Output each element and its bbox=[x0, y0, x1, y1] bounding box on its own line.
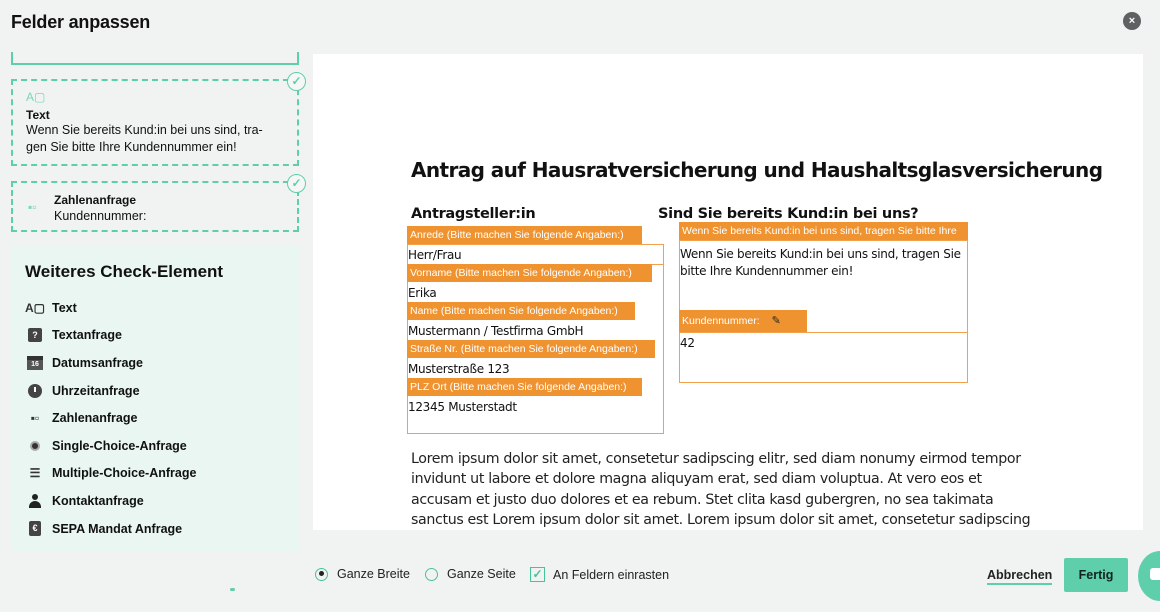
more-elements-heading: Weiteres Check-Element bbox=[25, 262, 224, 281]
text-icon: A▢ bbox=[25, 300, 46, 315]
element-card-stub bbox=[11, 52, 299, 65]
field-tag-customer-text[interactable]: Wenn Sie bereits Kund:in bei uns sind, tragen Sie bitte Ihre bbox=[679, 222, 968, 240]
element-label: Uhrzeitanfrage bbox=[52, 383, 140, 398]
element-card-number[interactable] bbox=[11, 176, 302, 232]
add-time-request-element[interactable] bbox=[25, 377, 285, 405]
checkbox-checked-icon: ✓ bbox=[530, 567, 545, 582]
lorem-paragraph bbox=[411, 449, 1039, 530]
field-value-city: 12345 Musterstadt bbox=[408, 400, 517, 414]
clock-icon bbox=[28, 384, 42, 398]
person-icon bbox=[28, 494, 42, 508]
option-snap-to-fields[interactable] bbox=[530, 567, 669, 582]
field-tag-name[interactable]: Name (Bitte machen Sie folgende Angaben:) bbox=[407, 302, 635, 320]
option-full-width[interactable] bbox=[315, 567, 410, 581]
euro-icon: € bbox=[29, 521, 41, 536]
element-card-name: Text bbox=[26, 108, 50, 122]
lorem-line: Lorem ipsum dolor sit amet, consetetur sadipscing elitr, sed diam nonumy eirmod tempor bbox=[411, 451, 1021, 467]
element-label: Datumsanfrage bbox=[52, 355, 143, 370]
document-title: Antrag auf Hausratversicherung und Haushaltsglasversicherung bbox=[411, 158, 1103, 182]
cancel-button[interactable]: Abbrechen bbox=[987, 568, 1052, 585]
add-text-element[interactable] bbox=[25, 294, 285, 322]
element-label: Text bbox=[52, 300, 77, 315]
field-tag-firstname[interactable]: Vorname (Bitte machen Sie folgende Angaben:) bbox=[407, 264, 652, 282]
field-divider bbox=[679, 332, 968, 333]
option-label: Ganze Seite bbox=[447, 567, 516, 581]
text-icon: A▢ bbox=[26, 90, 46, 104]
dialog-title: Felder anpassen bbox=[11, 12, 151, 32]
field-value-salutation: Herr/Frau bbox=[408, 248, 462, 262]
field-value-name: Mustermann / Testfirma GmbH bbox=[408, 324, 584, 338]
option-label: Ganze Breite bbox=[337, 567, 410, 581]
customer-text-line-2: bitte Ihre Kundennummer ein! bbox=[680, 264, 854, 278]
lorem-line: sanctus est Lorem ipsum dolor sit amet. Lorem ipsum dolor sit amet, consetetur sadipscing bbox=[411, 512, 1031, 529]
add-text-request-element[interactable] bbox=[25, 322, 285, 350]
element-card-name: Zahlenanfrage bbox=[54, 193, 137, 207]
dialog-header bbox=[0, 0, 1160, 46]
chat-icon[interactable] bbox=[1138, 551, 1160, 601]
element-label: Multiple-Choice-Anfrage bbox=[52, 466, 197, 481]
document-preview[interactable] bbox=[313, 54, 1143, 530]
pencil-icon[interactable]: ✎ bbox=[771, 315, 781, 327]
element-label: Single-Choice-Anfrage bbox=[52, 438, 187, 453]
field-value-street: Musterstraße 123 bbox=[408, 362, 510, 376]
radio-icon bbox=[30, 441, 40, 451]
question-icon: ? bbox=[28, 328, 42, 342]
add-single-choice-element[interactable] bbox=[25, 432, 285, 460]
option-label: An Feldern einrasten bbox=[553, 567, 670, 582]
check-icon: ✓ bbox=[287, 174, 306, 193]
add-sepa-mandate-element[interactable] bbox=[25, 515, 285, 543]
field-tag-salutation[interactable]: Anrede (Bitte machen Sie folgende Angaben:) bbox=[407, 226, 642, 244]
check-icon: ✓ bbox=[287, 72, 306, 91]
element-card-description: Wenn Sie bereits Kund:in bei uns sind, tra-gen Sie bitte Ihre Kundennummer ein! bbox=[26, 123, 263, 154]
field-value-firstname: Erika bbox=[408, 286, 437, 300]
done-button[interactable]: Fertig bbox=[1064, 558, 1128, 592]
field-tag-street[interactable]: Straße Nr. (Bitte machen Sie folgende Angaben:) bbox=[407, 340, 655, 358]
add-contact-request-element[interactable] bbox=[25, 487, 285, 515]
option-full-page[interactable] bbox=[425, 567, 516, 581]
section-existing-customer: Sind Sie bereits Kund:in bei uns? bbox=[658, 206, 919, 222]
add-date-request-element[interactable] bbox=[25, 349, 285, 377]
more-elements-panel bbox=[11, 246, 299, 552]
field-tag-customer-number[interactable] bbox=[679, 310, 807, 332]
element-label: Textanfrage bbox=[52, 328, 122, 343]
section-applicant: Antragsteller:in bbox=[411, 206, 536, 222]
radio-icon bbox=[425, 568, 438, 581]
calendar-icon: 16 bbox=[27, 356, 43, 370]
lorem-line: accusam et justo duo dolores et ea rebum. Stet clita kasd gubergren, no sea takimata bbox=[411, 491, 994, 508]
add-multiple-choice-element[interactable] bbox=[25, 460, 285, 488]
customer-number-tag-label: Kundennummer: bbox=[682, 315, 760, 327]
number-icon: ▪▫ bbox=[28, 200, 37, 214]
customer-text-line-1: Wenn Sie bereits Kund:in bei uns sind, tragen Sie bbox=[680, 247, 961, 261]
element-label: Kontaktanfrage bbox=[52, 493, 144, 508]
field-tag-city[interactable]: PLZ Ort (Bitte machen Sie folgende Angaben:) bbox=[407, 378, 642, 396]
element-card-text[interactable] bbox=[11, 74, 302, 166]
resize-handle bbox=[230, 588, 235, 591]
element-card-description: Kundennummer: bbox=[54, 209, 147, 223]
list-icon: ☰ bbox=[29, 466, 41, 481]
element-label: Zahlenanfrage bbox=[52, 411, 138, 426]
add-number-request-element[interactable] bbox=[25, 404, 285, 432]
lorem-line: invidunt ut labore et dolore magna aliquyam erat, sed diam voluptua. At vero eos et bbox=[411, 471, 982, 488]
radio-selected-icon bbox=[315, 568, 328, 581]
number-icon: ▪▫ bbox=[30, 411, 40, 426]
customer-number-value: 42 bbox=[680, 336, 695, 350]
element-label: SEPA Mandat Anfrage bbox=[52, 521, 183, 536]
close-icon[interactable]: × bbox=[1123, 12, 1141, 30]
